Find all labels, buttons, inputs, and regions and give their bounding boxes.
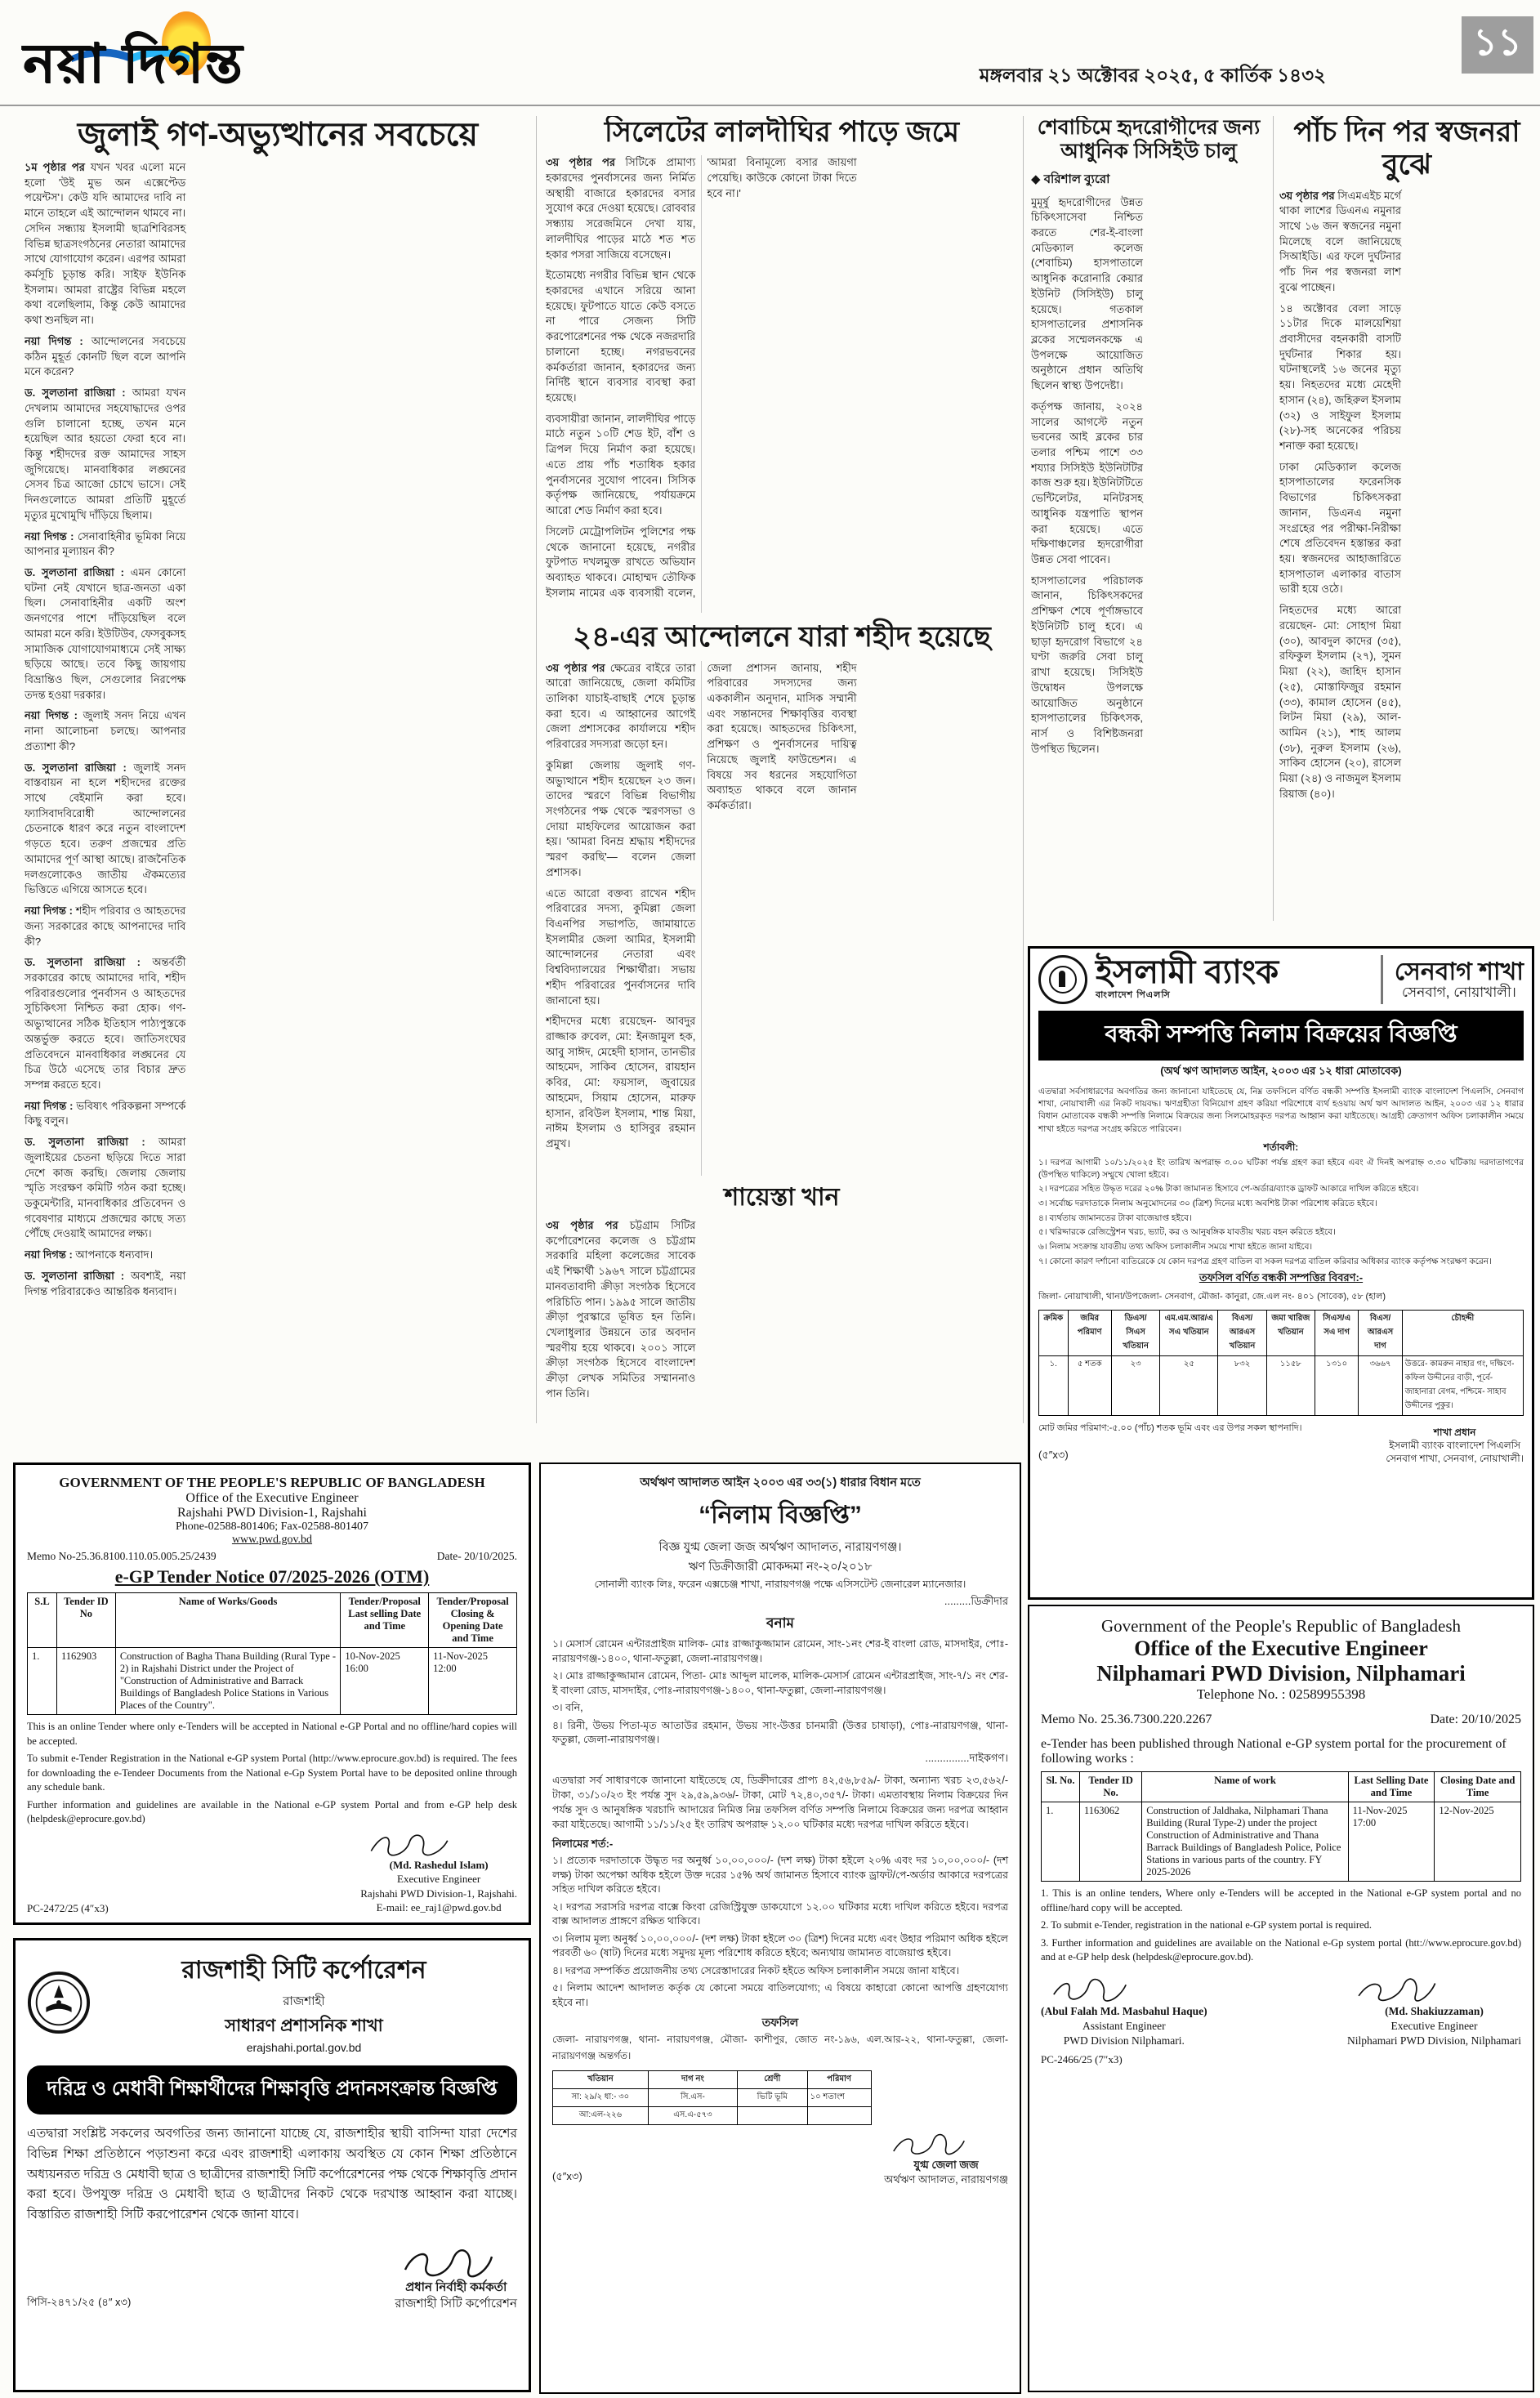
column-rule [1023, 116, 1024, 1423]
body-paragraph: কুমিল্লা জেলায় জুলাই গণ-অভ্যুত্থানে শহীদ হয়েছেন ২৩ জন। তাদের স্মরণে বিভিন্ন বিভাগীয় সংগঠনের পক্ষ থেকে স্মরণসভা ও দোয়া মাহফিলের আয়োজন করা হয়। 'আমরা বিনম্র শ্রদ্ধায় শহীদদের স্মরণ করছি'— বলেন জেলা প্রশাসক। [546, 758, 696, 878]
terms-list [552, 1854, 1008, 2010]
table-header: Tender ID No [56, 1593, 115, 1648]
headline: সিলেটের লালদীঘির পাড়ে জমে [604, 116, 960, 148]
body-paragraph: মুমূর্ষু হৃদরোগীদের উন্নত চিকিৎসাসেবা নিশ্চিত করতে শের-ই-বাংলা মেডিক্যাল কলেজ (শেবাচিম) হাসপাতালে আধুনিক করোনারি কেয়ার ইউনিট (সিসিইউ) চালু হয়েছে। গতকাল হাসপাতালের প্রশাসনিক ব্লকের সম্মেলনকক্ষে এ উপলক্ষে আয়োজিত অনুষ্ঠানে প্রধান অতিথি ছিলেন স্বাস্থ্য উপদেষ্টা। [1031, 195, 1143, 392]
table-header: চৌহদ্দী [1402, 1311, 1523, 1356]
table-header: Name of work [1142, 1772, 1348, 1802]
signature-icon [1347, 1976, 1445, 2004]
schedule-table [552, 2070, 872, 2125]
data-table [1038, 1310, 1524, 1416]
list-item: ৩। বনি, [552, 1702, 583, 1713]
law-reference: (অর্থ ঋণ আদালত আইন, ২০০৩ এর ১২ ধারা মোতাবেক) [1160, 1065, 1402, 1077]
masthead [23, 8, 448, 98]
data-table [1041, 1771, 1521, 1882]
signatory-role: শাখা প্রধান [1433, 1426, 1476, 1438]
list-item: ৫। নিলাম আদেশ আদালত কর্তৃক যে কোনো সময়ে বাতিলযোগ্য; এ বিষয়ে কাহারো কোনো আপত্তি গ্রহণযোগ্য হইবে না। [552, 1982, 1008, 2008]
signature-icon [360, 1830, 458, 1858]
table-cell: ৫ শতক [1068, 1356, 1111, 1416]
court-name: বিজ্ঞ যুগ্ম জেলা জজ অর্থঋণ আদালত, নারায়ণগঞ্জ। [658, 1541, 902, 1554]
body-paragraph: ড. সুলতানা রাজিয়া : অন্তর্বর্তী সরকারের কাছে আমাদের দাবি, শহীদ পরিবারগুলোর পুনর্বাসন ও আহতদের সুচিকিৎসা নিশ্চিত করা হোক। গণ-অভ্যুত্থানের সঠিক ইতিহাস পাঠ্যপুস্তকে অন্তর্ভুক্ত করতে হবে। জাতিসংঘের প্রতিবেদনে মানবাধিকার লঙ্ঘনের যে চিত্র উঠে এসেছে তার বিচার দ্রুত সম্পন্ন করতে হবে। [25, 956, 186, 1091]
signature-block [360, 1830, 517, 1915]
notice-date: Date- 20/10/2025. [436, 1550, 517, 1562]
table-row [553, 2089, 872, 2107]
table-header: Tender/Proposal Last selling Date and Time [341, 1593, 429, 1648]
article-shebachim [1031, 116, 1266, 921]
table-row [1042, 1802, 1521, 1882]
article-body [546, 661, 1018, 1176]
division-line: Rajshahi PWD Division-1, Rajshahi [177, 1506, 367, 1520]
notice-title: “নিলাম বিজ্ঞপ্তি” [699, 1502, 862, 1529]
table-cell: 1. [28, 1648, 57, 1715]
islami-bank-logo-icon [1038, 955, 1087, 1004]
gov-title: GOVERNMENT OF THE PEOPLE'S REPUBLIC OF BANGLADESH [59, 1475, 485, 1490]
memo-number: Memo No. 25.36.7300.220.2267 [1041, 1713, 1212, 1726]
versus-label: বনাম [766, 1615, 794, 1631]
table-header: Sl. No. [1042, 1772, 1080, 1802]
table-cell: ৩৬৬৭ [1359, 1356, 1402, 1416]
headline: শেবাচিমে হৃদরোগীদের জন্য আধুনিক সিসিইউ চালু [1037, 116, 1261, 163]
signature-icon [1041, 1976, 1139, 2004]
body-paragraph: ড. সুলতানা রাজিয়া : আমরা যখন দেখলাম আমাদের সহযোদ্ধাদের ওপর গুলি চালানো হচ্ছে, তখন মনে হয়েছিল আর হয়তো ফেরা হবে না। কিন্তু শহীদদের রক্ত আমাদের সাহস জুগিয়েছে। মানবাধিকার লঙ্ঘনের সেসব চিত্র আজো চোখে ভাসে। সেই দিনগুলোতে আমরা প্রতিটি মুহূর্তে মৃত্যুর মুখোমুখি দাঁড়িয়ে ছিলাম। [25, 386, 186, 521]
table-cell: এস.এ-৫৭৩ [648, 2107, 737, 2125]
column-rule [536, 116, 537, 1423]
body-paragraph: নয়া দিগন্ত : সেনাবাহিনীর ভূমিকা নিয়ে আপনার মূল্যায়ন কী? [25, 529, 186, 558]
website-link: www.pwd.gov.bd [231, 1534, 313, 1546]
article-body [546, 155, 1018, 613]
table-header: Closing Date and Time [1435, 1772, 1521, 1802]
case-number: ঋণ ডিক্রীজারী মোকদ্দমা নং-২০/২০১৮ [688, 1561, 873, 1574]
list-item: ২। দরপত্রের সহিত উদ্ধৃত দরের ২০% টাকা জামানত হিসাবে পে-অর্ডার/ব্যাংক ড্রাফট আকারে দাখিল করিতে হইবে। [1038, 1184, 1419, 1195]
body-paragraph: নয়া দিগন্ত : আন্দোলনের সবচেয়ে কঠিন মুহূর্ত কোনটি ছিল বলে আপনি মনে করেন? [25, 334, 186, 378]
table-cell: উত্তরে- কামরুন নাহার গং, দক্ষিণে- কফিল উদ্দীনের বাড়ী, পূর্বে-জাহানারা বেগম, পশ্চিমে- সাহাব উদ্দীনের পুকুর। [1402, 1356, 1523, 1416]
table-cell: 11-Nov-2025 12:00 [429, 1648, 517, 1715]
list-item: 2. To submit e-Tender, registration in the national e-GP system portal is required. [1041, 1919, 1372, 1931]
org-website: erajshahi.portal.gov.bd [246, 2041, 362, 2054]
list-item: ৪। রিনী, উভয় পিতা-মৃত আতাউর রহমান, উভয় সাং-উত্তর চানমারী (উত্তর চাষাড়া), পোঃ-নারায়ণগঞ্জ, থানা-ফতুল্লা, জেলা-নারায়ণগঞ্জ। [552, 1719, 1008, 1745]
bank-tagline: বাংলাদেশ পিএলসি [1096, 989, 1171, 1000]
print-size-mark: (৫″x৩) [552, 2170, 583, 2183]
schedule-title: তফসিল বর্ণিত বন্ধকী সম্পত্তির বিবরণ:- [1199, 1271, 1364, 1284]
article-july [25, 116, 531, 1448]
list-item: 3. Further information and guidelines are available on the National e-Gp system portal (htt://www.eprocure.gov.bd) and at e-GP help desk (helpdesk@eprocure.gov.bd). [1041, 1936, 1521, 1963]
rajshahi-tender-notice [13, 1462, 531, 1925]
headline: জুলাই গণ-অভ্যুত্থানের সবচেয়ে [77, 117, 479, 153]
table-header: সিএস/এ সএ দাগ [1315, 1311, 1358, 1356]
table-cell: সা: ২৯/২ ধা:- ৩০ [553, 2089, 649, 2107]
list-item: 1. This is an online tenders, Where only e-Tenders will be accepted in the National e-GP system portal and no offline/hard copy will be accepted. [1041, 1887, 1521, 1913]
signatory-role: প্রধান নির্বাহী কর্মকর্তা [405, 2280, 507, 2294]
print-code: পিসি-২৪৭১/২৫ (৪″ x৩) [27, 2296, 132, 2309]
signatory-name: (Md. Shakiuzzaman) [1385, 2004, 1484, 2017]
table-cell: ২৫ [1160, 1356, 1218, 1416]
signature-block [395, 2247, 517, 2313]
body-paragraph: ৩য় পৃষ্ঠার পর সিটিকে প্রামাণ্য হকারদের পুনর্বাসনের জন্য নির্মিত অস্থায়ী বাজারে হকারদের বসার সুযোগ করে দেওয়া হয়েছে। রোববার সন্ধ্যায় সরেজমিনে দেখা যায়, লালদীঘির পাড়ের মাঠে শত শত হকার পসরা সাজিয়ে বসেছেন। [546, 156, 696, 261]
terms-title: নিলামের শর্ত:- [552, 1838, 614, 1850]
table-row [1039, 1356, 1524, 1416]
table-cell: 1162903 [56, 1648, 115, 1715]
bank-name: ইসলামী ব্যাংক [1096, 953, 1279, 990]
dateline: মঙ্গলবার ২১ অক্টোবর ২০২৫, ৫ কার্তিক ১৪৩২ [979, 65, 1326, 86]
table-row [28, 1648, 517, 1715]
headline: পাঁচ দিন পর স্বজনরা বুঝে [1293, 116, 1520, 181]
signatory-org: রাজশাহী সিটি কর্পোরেশন [395, 2297, 517, 2311]
body-paragraph: কর্তৃপক্ষ জানায়, ২০২৪ সালের আগস্টে নতুন ভবনের আই ব্লকের চার তলার পশ্চিম পাশে ৩৩ শয্যার সিসিইউ ইউনিটটির কাজ শুরু হয়। ইউনিটটিতে ভেন্টিলেটর, মনিটরসহ আধুনিক যন্ত্রপাতি স্থাপন করা হয়েছে। এতে দক্ষিণাঞ্চলের হৃদরোগীরা উন্নত সেবা পাবেন। [1031, 400, 1143, 566]
body-paragraph: শহীদদের মধ্যে রয়েছেন- আবদুর রাজ্জাক রুবেল, মো: ইনজামুল হক, আবু সাঈদ, মেহেদী হাসান, তানভীর আহমেদ, সাকিব হোসেন, রায়হান কবির, মো: ফয়সাল, জুবায়ের আহমেদ, সিয়াম হোসেন, মারুফ হাসান, রবিউল ইসলাম, শান্ত মিয়া, নাঈম ইসলাম ও হাসিবুর রহমান প্রমুখ। [546, 1015, 696, 1150]
body-paragraph: ড. সুলতানা রাজিয়া : আমরা জুলাইয়ের চেতনা ছড়িয়ে দিতে সারা দেশে কাজ করছি। জেলায় জেলায় স্মৃতি সংরক্ষণ কমিটি গঠন করা হচ্ছে। ডকুমেন্টারি, মানবাধিকার প্রতিবেদন ও গবেষণার মাধ্যমে প্রজন্মের কাছে সত্য পৌঁছে দেওয়াই আমাদের লক্ষ্য। [25, 1136, 186, 1240]
schedule-location: জিলা- নোয়াখালী, থানা/উপজেলা- সেনবাগ, মৌজা- কানুরা, জে.এল নং- ৪০১ (সাবেক), ৫৮ (হাল) [1038, 1292, 1386, 1302]
rcc-logo-icon [27, 1971, 91, 2034]
list-item: To submit e-Tender Registration in the National e-GP system Portal (http://www.eprocure.gov.bd) is required. The fees for downloading the e-Tendeer Documents from the National e-Gp System Portal have to be deposited online through any schedule bank. [27, 1753, 517, 1793]
table-header: Name of Works/Goods [115, 1593, 341, 1648]
byline: ◆ বরিশাল ব্যুরো [1031, 172, 1110, 186]
table-row [553, 2107, 872, 2125]
body-paragraph: ১ম পৃষ্ঠার পর যখন খবর এলো মনে হলো 'উই মুভ অন এক্সেপ্টেড পয়েন্টস'। কেউ যদি আমাদের দাবি না মানে তাহলে এই আন্দোলন থামবে না। সেদিন সন্ধ্যায় ইসলামী ছাত্রশিবিরসহ বিভিন্ন ছাত্রসংগঠনের নেতারা আমাদের সাথে যোগাযোগ করেন। এরপর আমরা কর্মসূচি চূড়ান্ত করি। সাইফ ইউনিক ইসলাম। আমরা রাষ্ট্রের বিভিন্ন মহলে কথা বলেছিলাম, কিন্তু কেউ আমাদের কথা শুনছিল না। [25, 161, 186, 327]
print-size-mark: (৫″x৩) [1038, 1449, 1069, 1462]
notice-banner: বন্ধকী সম্পত্তি নিলাম বিক্রয়ের বিজ্ঞপ্তি [1038, 1011, 1524, 1061]
table-cell: ৮৩২ [1218, 1356, 1266, 1416]
table-cell: সি.এস- [648, 2089, 737, 2107]
list-item: This is an online Tender where only e-Tenders will be accepted in National e-GP Portal and no offline/hard copies will be accepted. [27, 1721, 517, 1747]
signatory-role: Assistant Engineer [1082, 2019, 1166, 2032]
signatory-role: যুগ্ম জেলা জজ [913, 2159, 979, 2171]
table-cell: ১৩১০ [1315, 1356, 1358, 1416]
divider [1381, 955, 1383, 1004]
article-column-2 [546, 116, 1018, 1448]
rcc-scholarship-notice [13, 1938, 531, 2392]
branch-address: সেনবাগ, নোয়াখালী। [1401, 984, 1516, 1000]
data-table [552, 2070, 872, 2125]
list-item: ১। দরপত্র আগামী ১০/১১/২০২৫ ইং তারিখ অপরাহ্ন ৩.০০ ঘটিকা পর্যন্ত গ্রহণ করা হইবে এবং ঐ দিনই অপরাহ্ন ৩.৩০ ঘটিকায় দরদাতাগণের (উপস্থিত থাকিলে) সম্মুখে খোলা হইবে। [1038, 1157, 1524, 1180]
body-paragraph: সিলেট মেট্রোপলিটন পুলিশের পক্ষ থেকে জানানো হয়েছে, নগরীর ফুটপাত দখলমুক্ত রাখতে অভিযান অব্যাহত থাকবে। মোহাম্মদ তৌফিক ইসলাম নামের এক ব্যবসায়ী বলেন, 'আমরা বিনামূল্যে বসার জায়গা পেয়েছি। কাউকে কোনো টাকা দিতে হবে না।' [546, 156, 857, 599]
table-cell: 12-Nov-2025 [1435, 1802, 1521, 1882]
body-paragraph: ৩য় পৃষ্ঠার পর চট্টগ্রাম সিটির কর্পোরেশনের কলেজ ও চট্টগ্রাম সরকারি মহিলা কলেজের সাবেক এই শিক্ষার্থী ১৯৬৭ সালে চট্টগ্রামের মানবতাবাদী ক্রীড়া সংগঠক হিসেবে পরিচিতি পান। ১৯৯৫ সালে জাতীয় ক্রীড়া পুরস্কারে ভূষিত হন তিনি। খেলাধুলার উন্নয়নে তার অবদান স্মরণীয় হয়ে থাকবে। ২০০১ সালে ক্রীড়া সংগঠক হিসেবে বাংলাদেশ ক্রীড়া লেখক সমিতির সম্মাননাও পান তিনি। [546, 1219, 696, 1400]
signature-block [1386, 1426, 1524, 1466]
signatory-office: Nilphamari PWD Division, Nilphamari [1347, 2034, 1521, 2047]
gov-title: Government of the People's Republic of Bangladesh [1100, 1616, 1461, 1636]
signatory-role: Executive Engineer [1390, 2019, 1478, 2032]
table-cell: Construction of Jaldhaka, Nilphamari Thana Building (Rural Type-2) under the project Construction of Administrative and Thana Barrack Buildings of Bangladesh Police, Police Stations in various parts of the country. FY 2025-2026 [1142, 1802, 1348, 1882]
tender-table [1041, 1771, 1521, 1882]
body-paragraph: ইতোমধ্যে নগরীর বিভিন্ন স্থান থেকে হকারদের এখানে সরিয়ে আনা হয়েছে। ফুটপাতে যাতে কেউ বসতে না পারে সেজন্য সিটি করপোরেশনের পক্ষ থেকে নজরদারি চালানো হচ্ছে। নগরভবনের কর্মকর্তারা জানান, হকারদের জন্য নির্দিষ্ট স্থানে ব্যবসার ব্যবস্থা করা হয়েছে। [546, 269, 696, 404]
defendants-list [552, 1637, 1008, 1748]
list-item: ২। মোঃ রাজ্জাকুজ্জামান রোমেন, পিতা- মোঃ আব্দুল মালেক, মালিক-মেসার্স রোমেন এন্টারপ্রাইজ, সাং-৭/১ নং শের-ই বাংলা রোড, মাসদাইর, পোঃ-নারায়ণগঞ্জ-১৪০০, থানা-ফতুল্লা, জেলা-নারায়ণগঞ্জ। [552, 1670, 1008, 1696]
table-header: Tender/Proposal Closing & Opening Date and Time [429, 1593, 517, 1648]
body-paragraph: হাসপাতালের পরিচালক জানান, চিকিৎসকদের প্রশিক্ষণ শেষে পূর্ণাঙ্গভাবে ইউনিটটি চালু হবে। এ ছাড়া হৃদরোগ বিভাগে ২৪ ঘণ্টা জরুরি সেবা চালু রাখা হয়েছে। সিসিইউ উদ্বোধন উপলক্ষে আয়োজিত অনুষ্ঠানে হাসপাতালের চিকিৎসক, নার্স ও বিশিষ্টজনরা উপস্থিত ছিলেন। [1031, 574, 1143, 755]
memo-number: Memo No-25.36.8100.110.05.005.25/2439 [27, 1550, 216, 1562]
list-item: ২। দরপত্র সরাসরি দরপত্র বাক্সে কিংবা রেজিস্ট্রিযুক্ত ডাকযোগে ১২.০০ ঘটিকার মধ্যে দাখিল করিতে হইবে। দরপত্র বাক্স আদালত প্রাঙ্গণে রক্ষিত থাকিবে। [552, 1900, 1008, 1927]
list-item: Further information and guidelines are available in the National e-GP system Portal and from e-GP help desk (helpdesk@eprocure.gov.bd) [27, 1798, 517, 1824]
list-item: ৪। ব্যর্থতায় জামানতের টাকা বাজেয়াপ্ত হইবে। [1038, 1212, 1192, 1223]
office-line: Office of the Executive Engineer [1134, 1637, 1428, 1660]
defendants-tag: ...............দাইকগণ। [925, 1751, 1008, 1764]
table-header: শ্রেণী [737, 2071, 807, 2089]
list-item: ৩। সর্বোচ্চ দরদাতাকে নিলাম অনুমোদনের ৩০ (ত্রিশ) দিনের মধ্যে অবশিষ্ট টাকা পরিশোধ করিতে হইবে। [1038, 1198, 1377, 1208]
plaintiff-tag: .........ডিক্রীদার [944, 1595, 1008, 1607]
body-paragraph: ড. সুলতানা রাজিয়া : অবশ্যই, নয়া দিগন্ত পরিবারকেও আন্তরিক ধন্যবাদ। [25, 1269, 186, 1297]
list-item: ৭। কোনো কারণ দর্শানো ব্যতিরেকে যে কোন দরপত্র গ্রহণ বাতিল বা সকল দরপত্র বাতিল করিবার অধিকার ব্যাংক কর্তৃপক্ষ সংরক্ষণ করেন। [1038, 1256, 1492, 1266]
table-cell: ১. [1039, 1356, 1069, 1416]
signatory-org: ইসলামী ব্যাংক বাংলাদেশ পিএলসি [1389, 1440, 1521, 1451]
table-cell [807, 2107, 871, 2125]
table-cell: আ:এল-২২৬ [553, 2107, 649, 2125]
table-header: বিএস/ আরএস খতিয়ান [1218, 1311, 1266, 1356]
notice-date: Date: 20/10/2025 [1430, 1713, 1521, 1726]
org-city: রাজশাহী [283, 1994, 325, 2008]
table-header: ডিএস/ সিএস খতিয়ান [1111, 1311, 1159, 1356]
body-paragraph: নয়া দিগন্ত : ভবিষ্যৎ পরিকল্পনা সম্পর্কে কিছু বলুন। [25, 1099, 186, 1128]
list-item: ৪। দরপত্র সম্পর্কিত প্রয়োজনীয় তথ্য সেরেস্তাদারের নিকট হইতে অফিস চলাকালীন সময়ে জানা যাইবে। [552, 1964, 960, 1976]
terms-title: শর্তাবলী: [1263, 1141, 1299, 1153]
signature-block-left [1041, 1976, 1207, 2049]
body-paragraph: নয়া দিগন্ত : আপনাকে ধন্যবাদ। [25, 1248, 154, 1262]
body-paragraph: ড. সুলতানা রাজিয়া : এমন কোনো ঘটনা নেই যেখানে ছাত্র-জনতা একা ছিল। সেনাবাহিনীর একটি অংশ জনগণের পাশে দাঁড়িয়েছিল বলে আমরা মনে করি। ইউটিউব, ফেসবুকসহ সামাজিক যোগাযোগমাধ্যমে সেই সাক্ষ্য ছড়িয়ে আছে। তবে কিছু জায়গায় বিভ্রান্তিও ছিল, সেগুলোর নিরপেক্ষ তদন্ত হওয়া দরকার। [25, 565, 186, 701]
table-cell: 11-Nov-2025 17:00 [1348, 1802, 1435, 1882]
article-swajan [1279, 116, 1534, 921]
signatory-court: অর্থঋণ আদালত, নারায়ণগঞ্জ [884, 2172, 1008, 2186]
total-land-line: মোট জমির পরিমাণ:-৫.০০ (পাঁচ) শতক ভূমি এবং এর উপর সকল স্থাপনাদি। [1038, 1423, 1302, 1434]
table-header: Tender ID No. [1079, 1772, 1141, 1802]
list-item: ৩। নিলাম মূল্য অনুর্ধ্ব ১০,০০,০০০/- (দশ লক্ষ) টাকা হইলে ৩০ (ত্রিশ) দিনের মধ্যে এবং উহার পরিমাণ অধিক হইলে পরবর্তী ৬০ (ষাট) দিনের মধ্যে সমুদয় মূল্য পরিশোধ করিতে হইবে; অন্যথায় জামানত বাজেয়াপ্ত হইবে। [552, 1932, 1008, 1958]
office-line: Office of the Executive Engineer [185, 1491, 359, 1505]
body-paragraph: এতে আরো বক্তব্য রাখেন শহীদ পরিবারের সদস্য, কুমিল্লা জেলা বিএনপির সভাপতি, জামায়াতে ইসলামীর জেলা আমির, ইসলামী আন্দোলনের নেতারা এবং বিশ্ববিদ্যালয়ের শিক্ষার্থীরা। সভায় শহীদ পরিবারের পুনর্বাসনের দাবি জানানো হয়। [546, 886, 696, 1007]
list-item: ৫। খরিদ্দারকে রেজিস্ট্রেশন খরচ, ভ্যাট, কর ও আনুষঙ্গিক যাবতীয় খরচ বহন করিতে হইবে। [1038, 1227, 1336, 1238]
islami-bank-notice [1028, 946, 1534, 1600]
tender-title: e-GP Tender Notice 07/2025-2026 (OTM) [114, 1566, 430, 1587]
court-auction-notice [539, 1462, 1021, 2394]
masthead-title: নয়া দিগন্ত [23, 33, 244, 93]
table-cell: 10-Nov-2025 16:00 [341, 1648, 429, 1715]
body-paragraph: ৩য় পৃষ্ঠার পর সিএমএইচ মর্গে থাকা লাশের ডিএনএ নমুনার সাথে ১৬ জন স্বজনের নমুনা মিলেছে বলে জানিয়েছে সিআইডি। এর ফলে দুর্ঘটনার পাঁচ দিন পর স্বজনরা লাশ বুঝে পাচ্ছেন। [1279, 189, 1402, 293]
schedule-body: জেলা- নারায়ণগঞ্জ, থানা- নারায়ণগঞ্জ, মৌজা- কাশীপুর, জোত নং-১৯৬, এল.আর-২২, থানা-ফতুল্লা, জেলা-নারায়ণগঞ্জ অন্তর্গত। [552, 2034, 1008, 2061]
article-body [25, 160, 531, 1436]
signatory-office: Rajshahi PWD Division-1, Rajshahi. [360, 1887, 517, 1900]
signature-icon [395, 2247, 501, 2280]
article-body [1031, 195, 1266, 898]
schedule-title: তফসিল [761, 2016, 799, 2029]
signatory-role: Executive Engineer [397, 1873, 481, 1886]
tender-notes [1041, 1887, 1521, 1965]
article-body [546, 1218, 1018, 1431]
phone-line: Telephone No. : 02589955398 [1196, 1686, 1366, 1702]
header-divider [0, 105, 1540, 106]
notice-body: এতদ্বারা সর্ব সাধারণকে জানানো যাইতেছে যে, ডিক্রীদারের প্রাপ্য ৪২,৫৬,৮৫৯/- টাকা, অন্যান্য খরচ ২৩,৫৬২/- টাকা, ৩১/১০/২৩ ইং পর্যন্ত সুদ ২৯,৫৯,৯৩৬/- টাকা, মোট ৭২,৪০,৩৫৭/- টাকা। এমতাবস্থায় নিলাম বিক্রয়ের দিন পর্যন্ত সুদ ও আনুষঙ্গিক খরচাদি আদায়ের নিমিত্ত নিম্ন তফসিল বর্ণিত সম্পত্তি নিলামে বিক্রয়ের জন্য দরপত্র আহ্বান করা যাইতেছে। আগামী ১১/১১/২৫ ইং তারিখ অপরাহ্ন ১২.০০ ঘটিকার মধ্যে দরপত্র দাখিল করিতে হইবে। [552, 1774, 1008, 1830]
table-header: জমির পরিমাণ [1068, 1311, 1111, 1356]
notice-banner: দরিদ্র ও মেধাবী শিক্ষার্থীদের শিক্ষাবৃত্তি প্রদানসংক্রান্ত বিজ্ঞপ্তি [27, 2065, 517, 2114]
list-item: ৬। নিলাম সংক্রান্ত যাবতীয় তথ্য অফিস চলাকালীন সময়ে শাখা হইতে জানা যাইবে। [1038, 1242, 1313, 1252]
signature-block-right [1347, 1976, 1521, 2049]
table-cell: ১০ শতাংশ [807, 2089, 871, 2107]
body-paragraph: ড. সুলতানা রাজিয়া : জুলাই সনদ বাস্তবায়ন না হলে শহীদদের রক্তের সাথে বেইমানি করা হবে। ফ্যাসিবাদবিরোধী আন্দোলনের চেতনাকে ধারণ করে নতুন বাংলাদেশ গড়তে হবে। তরুণ প্রজন্মের প্রতি আমাদের পূর্ণ আস্থা আছে। রাজনৈতিক দলগুলোকেও জাতীয় ঐকমত্যের ভিত্তিতে এগিয়ে আসতে হবে। [25, 761, 186, 896]
table-header: দাগ নং [648, 2071, 737, 2089]
table-cell: 1163062 [1079, 1802, 1141, 1882]
division-line: Nilphamari PWD Division, Nilphamari [1096, 1661, 1466, 1686]
table-cell: ২৩ [1111, 1356, 1159, 1416]
islami-bank-header [1038, 955, 1524, 1004]
signatory-branch: সেনবাগ শাখা, সেনবাগ, নোয়াখালী। [1386, 1453, 1524, 1465]
table-header: পরিমাণ [807, 2071, 871, 2089]
article-martyrs [546, 621, 1018, 1175]
article-sylhet [546, 116, 1018, 613]
branch-title: সেনবাগ শাখা [1394, 958, 1524, 986]
article-shaista [546, 1184, 1018, 1431]
notice-intro: এতদ্বারা সর্বসাধারণের অবগতির জন্য জানানো যাইতেছে যে, নিম্ন তফসিলে বর্ণিত বন্ধকী সম্পত্তি ইসলামী ব্যাংক বাংলাদেশ পিএলসি, সেনবাগ শাখা, নোয়াখালী এর নিকট দায়বদ্ধ। ঋণগ্রহীতা বিনিয়োগ গ্রহণ করিয়া পরিশোধে ব্যর্থ হওয়ায় অর্থ ঋণ আদালত আইন, ২০০৩ এর ১২ ধারার বিধান মোতাবেক বন্ধকী সম্পত্তি নিলামে বিক্রয়ের জন্য সিলমোহরকৃত দরপত্র আহ্বান করা যাইতেছে। আগ্রহী ক্রেতাগণ অফিস চলাকালীন সময়ে শাখা হইতে দরপত্র সংগ্রহ করিতে পারিবেন। [1038, 1087, 1524, 1134]
org-name: রাজশাহী সিটি কর্পোরেশন [181, 1957, 426, 1984]
table-cell: ১১৫৮ [1266, 1356, 1315, 1416]
table-cell: ভিটি ভূমি [737, 2089, 807, 2107]
table-header: Last Selling Date and Time [1348, 1772, 1435, 1802]
table-cell [737, 2107, 807, 2125]
notice-intro: e-Tender has been published through National e-GP system portal for the procurement of following works : [1041, 1737, 1507, 1766]
branch-name [1395, 959, 1524, 999]
nilphamari-tender-notice [1028, 1605, 1534, 2392]
list-item: ১। মেসার্স রোমেন এন্টারপ্রাইজ মালিক- মোঃ রাজ্জাকুজ্জামান রোমেন, সাং-১নং শের-ই বাংলা রোড, মাসদাইর, পোঃ-নারায়ণগঞ্জ-১৪০০, থানা-ফতুল্লা, জেলা-নারায়ণগঞ্জ। [552, 1638, 1008, 1664]
body-paragraph: ঢাকা মেডিক্যাল কলেজ হাসপাতালের ফরেনসিক বিভাগের চিকিৎসকরা জানান, ডিএনএ নমুনা সংগ্রহের পর পরীক্ষা-নিরীক্ষা শেষে প্রতিবেদন হস্তান্তর করা হয়। স্বজনদের আহাজারিতে হাসপাতাল এলাকার বাতাস ভারী হয়ে ওঠে। [1279, 460, 1401, 596]
signature-block [884, 2132, 1008, 2186]
notice-body: এতদ্বারা সংশ্লিষ্ট সকলের অবগতির জন্য জানানো যাচ্ছে যে, রাজশাহীর স্থায়ী বাসিন্দা যারা দেশের বিভিন্ন শিক্ষা প্রতিষ্ঠানে পড়াশুনা করে এবং রাজশাহী এলাকায় অবস্থিত যে কোন শিক্ষা প্রতিষ্ঠানে অধ্যয়নরত দরিদ্র ও মেধাবী ছাত্র ও ছাত্রীদের রাজশাহী সিটি কর্পোরেশনের পক্ষ থেকে শিক্ষাবৃত্তি প্রদান করা হবে। উপযুক্ত দরিদ্র ও মেধাবী ছাত্র ও ছাত্রীদের নিকট থেকে দরখাস্ত আহ্বান করা যাচ্ছে। বিস্তারিত রাজশাহী সিটি করপোরেশন থেকে জানা যাবে। [27, 2127, 517, 2222]
body-paragraph: নিহতদের মধ্যে আরো রয়েছেন- মো: সোহাগ মিয়া (৩০), আবদুল কাদের (৩৫), রফিকুল ইসলাম (২৭), সুমন মিয়া (২২), জাহিদ হাসান (২৫), মোস্তাফিজুর রহমান (৩৩), কামাল হোসেন (৪৫), লিটন মিয়া (২৯), আল-আমিন (২১), শাহ আলম (৩৮), নুরুল ইসলাম (২৬), সাকিব হোসেন (২০), রাসেল মিয়া (২৪) ও নাজমুল ইসলাম রিয়াজ (৪০)। [1279, 604, 1401, 800]
data-table [27, 1592, 517, 1715]
org-branch: সাধারণ প্রশাসনিক শাখা [225, 2016, 383, 2035]
signatory-name: (Md. Rashedul Islam) [389, 1858, 489, 1871]
headline: শায়েস্তা খান [724, 1183, 840, 1211]
print-code: PC-2466/25 (7″x3) [1041, 2053, 1123, 2066]
signatory-office: PWD Division Nilphamari. [1063, 2034, 1185, 2047]
page-number-badge: ১১ [1462, 16, 1533, 74]
table-cell: Construction of Bagha Thana Building (Rural Type - 2) in Rajshahi District under the Project of "Construction of Administrative and Barrack Buildings of Bangladesh Police Stations in Various Places of the Country". [115, 1648, 341, 1715]
article-body [1279, 189, 1534, 922]
tender-notes [27, 1720, 517, 1827]
table-header: জমা খারিজ খতিয়ান [1266, 1311, 1315, 1356]
body-paragraph: ৩য় পৃষ্ঠার পর ক্ষেত্রের বাইরে তারা আরো জানিয়েছে, জেলা কমিটির তালিকা যাচাই-বাছাই শেষে চূড়ান্ত করা হবে। এ আহ্বানের আগেই জেলা প্রশাসকের কার্যালয়ে শহীদ পরিবারের সদস্যরা জড়ো হন। [546, 661, 696, 751]
table-header: বিএস/ আরএস দাগ [1359, 1311, 1402, 1356]
table-header: S.L [28, 1593, 57, 1648]
body-paragraph: ব্যবসায়ীরা জানান, লালদীঘির পাড়ে মাঠে নতুন ১০টি শেড ইট, বাঁশ ও ত্রিপল দিয়ে নির্মাণ করা হয়েছে। এতে প্রায় পাঁচ শতাধিক হকার পুনর্বাসনের সুযোগ পাবেন। সিসিক কর্তৃপক্ষ জানিয়েছে, পর্যায়ক্রমে আরো শেড নির্মাণ করা হবে। [546, 412, 696, 517]
law-reference: অর্থঋণ আদালত আইন ২০০৩ এর ৩৩(১) ধারার বিধান মতে [640, 1476, 921, 1489]
body-paragraph: ১৪ অক্টোবর বেলা সাড়ে ১১টার দিকে মালয়েশিয়া প্রবাসীদের বহনকারী বাসটি দুর্ঘটনার শিকার হয়। ঘটনাস্থলেই ১৬ জনের মৃত্যু হয়। নিহতদের মধ্যে মেহেদী হাসান (২৪), জহিরুল ইসলাম (৩২) ও সাইফুল ইসলাম (২৮)-সহ অনেকের পরিচয় শনাক্ত করা হয়েছে। [1279, 301, 1401, 452]
table-header: খতিয়ান [553, 2071, 649, 2089]
body-paragraph: নয়া দিগন্ত : শহীদ পরিবার ও আহতদের জন্য সরকারের কাছে আপনাদের দাবি কী? [25, 904, 186, 948]
table-header: এম.এম.আর/এ সএ খতিয়ান [1160, 1311, 1218, 1356]
body-paragraph: নয়া দিগন্ত : জুলাই সনদ নিয়ে এখন নানা আলোচনা চলছে। আপনার প্রত্যাশা কী? [25, 709, 186, 752]
body-paragraph: জেলা প্রশাসন জানায়, শহীদ পরিবারের সদস্যদের জন্য এককালীন অনুদান, মাসিক সম্মানী এবং সন্তানদের শিক্ষাবৃত্তির ব্যবস্থা করা হয়েছে। আহতদের চিকিৎসা, প্রশিক্ষণ ও পুনর্বাসনের দায়িত্ব নিয়েছে জুলাই ফাউন্ডেশন। এ বিষয়ে সব ধরনের সহযোগিতা অব্যাহত থাকবে বলে জানান কর্মকর্তারা। [707, 661, 857, 811]
headline: ২৪-এর আন্দোলনে যারা শহীদ হয়েছে [573, 621, 991, 654]
tender-table [27, 1592, 517, 1715]
signature-icon [884, 2132, 974, 2158]
plaintiff-line: সোনালী ব্যাংক লিঃ, ফরেন এক্সচেঞ্জ শাখা, নারায়ণগঞ্জ পক্ষে এসিসটেন্ট জেনারেল ম্যানেজার। [594, 1579, 966, 1590]
terms-list [1038, 1157, 1524, 1268]
table-cell: 1. [1042, 1802, 1080, 1882]
print-code: PC-2472/25 (4″x3) [27, 1901, 109, 1914]
phone-line: Phone-02588-801406; Fax-02588-801407 [175, 1521, 369, 1533]
table-header: ক্রমিক [1039, 1311, 1069, 1356]
signatory-name: (Abul Falah Md. Masbahul Haque) [1041, 2004, 1207, 2017]
column-rule [1273, 116, 1274, 921]
signatory-email: E-mail: ee_raj1@pwd.gov.bd [376, 1901, 502, 1914]
property-table [1038, 1310, 1524, 1416]
list-item: ১। প্রত্যেক দরদাতাকে উদ্ধৃত দর অনুর্ধ্ব ১০,০০,০০০/- (দশ লক্ষ) টাকা হইলে ২০% এবং দর ১০,০০,০০০/- (দশ লক্ষ) টাকা অপেক্ষা অধিক হইলে উক্ত দরের ১৫% অর্থ জামানত হিসাবে ব্যাংক ড্রাফট/পে-অর্ডার আকারে দরপত্রের সহিত দাখিল করিতে হইবে। [552, 1855, 1008, 1895]
